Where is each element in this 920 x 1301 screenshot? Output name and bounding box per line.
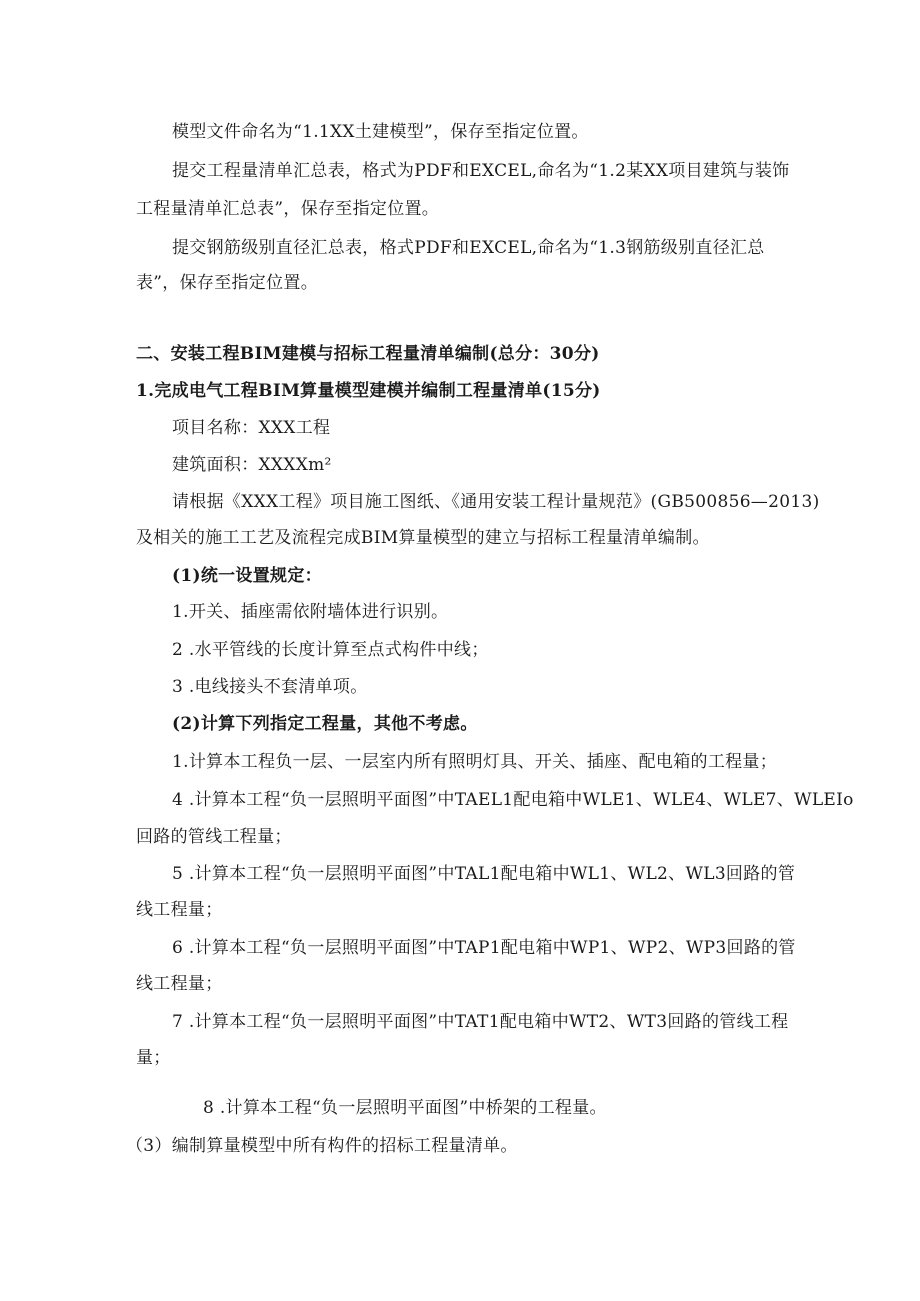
calc-item-5-cont: 线工程量； bbox=[136, 900, 223, 920]
building-area: 建筑面积：XXXXm² bbox=[172, 455, 332, 475]
calc-item-8: 8 .计算本工程“负一层照明平面图”中桥架的工程量。 bbox=[203, 1098, 607, 1118]
rule-item-2: 2 .水平管线的长度计算至点式构件中线； bbox=[172, 640, 489, 660]
calc-item-1: 1.计算本工程负一层、一层室内所有照明灯具、开关、插座、配电箱的工程量； bbox=[172, 752, 778, 772]
paragraph-compile-bill: （3）编制算量模型中所有构件的招标工程量清单。 bbox=[126, 1136, 518, 1156]
paragraph-model-file-naming: 模型文件命名为“1.1XX土建模型”，保存至指定位置。 bbox=[172, 122, 589, 142]
project-name: 项目名称：XXX工程 bbox=[172, 418, 331, 438]
heading-unified-settings: (1)统一设置规定： bbox=[172, 566, 322, 586]
calc-item-4: 4 .计算本工程“负一层照明平面图”中TAEL1配电箱中WLE1、WLE4、WLE7、WLEIo bbox=[172, 790, 854, 810]
rule-item-3: 3 .电线接头不套清单项。 bbox=[172, 677, 368, 697]
paragraph-submit-rebar-summary-cont: 表”，保存至指定位置。 bbox=[136, 273, 318, 293]
paragraph-submit-bill-summary: 提交工程量清单汇总表，格式为PDF和EXCEL,命名为“1.2某XX项目建筑与装饰 bbox=[172, 161, 790, 181]
calc-item-4-cont: 回路的管线工程量； bbox=[136, 827, 292, 847]
paragraph-instructions-cont: 及相关的施工工艺及流程完成BIM算量模型的建立与招标工程量清单编制。 bbox=[136, 528, 710, 548]
section-heading-installation: 二、安装工程BIM建模与招标工程量清单编制(总分：30分) bbox=[136, 344, 600, 364]
paragraph-instructions: 请根据《XXX工程》项目施工图纸、《通用安装工程计量规范》(GB500856—2013) bbox=[172, 492, 820, 512]
paragraph-submit-rebar-summary: 提交钢筋级别直径汇总表，格式PDF和EXCEL,命名为“1.3钢筋级别直径汇总 bbox=[172, 238, 765, 258]
heading-calculate-quantities: (2)计算下列指定工程量，其他不考虑。 bbox=[172, 714, 478, 734]
rule-item-1: 1.开关、插座需依附墙体进行识别。 bbox=[172, 602, 449, 622]
calc-item-7: 7 .计算本工程“负一层照明平面图”中TAT1配电箱中WT2、WT3回路的管线工程 bbox=[172, 1012, 789, 1032]
calc-item-6-cont: 线工程量； bbox=[136, 974, 223, 994]
calc-item-5: 5 .计算本工程“负一层照明平面图”中TAL1配电箱中WL1、WL2、WL3回路的管 bbox=[172, 864, 796, 884]
paragraph-submit-bill-summary-cont: 工程量清单汇总表”，保存至指定位置。 bbox=[136, 199, 440, 219]
calc-item-7-cont: 量； bbox=[136, 1048, 171, 1068]
calc-item-6: 6 .计算本工程“负一层照明平面图”中TAP1配电箱中WP1、WP2、WP3回路的管 bbox=[172, 938, 796, 958]
subsection-heading-electrical: 1.完成电气工程BIM算量模型建模并编制工程量清单(15分) bbox=[136, 381, 601, 401]
